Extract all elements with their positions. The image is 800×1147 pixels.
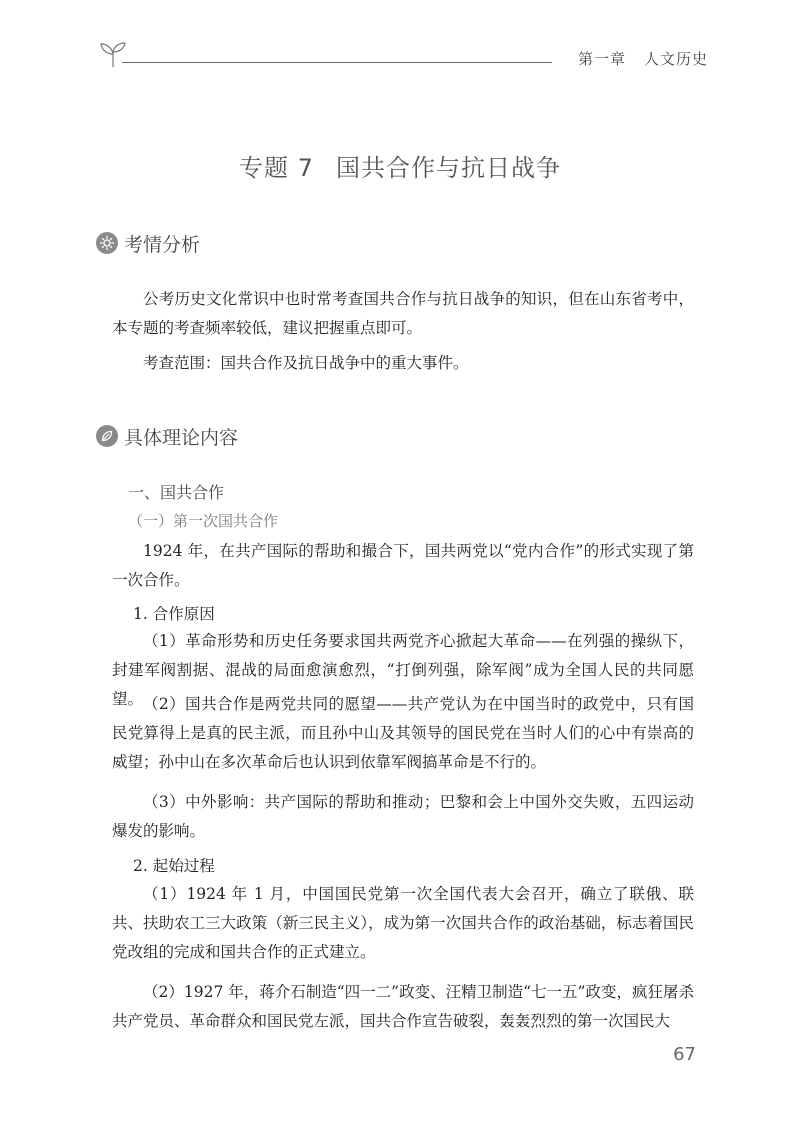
sprout-icon xyxy=(96,40,130,68)
leaf-icon xyxy=(96,425,118,447)
header-rule xyxy=(122,62,552,63)
reason-paragraph-2: （2）国共合作是两党共同的愿望——共产党认为在中国当时的政党中，只有国民党算得上是真的民主派，而且孙中山及其领导的国民党在当时人们的心中有崇高的威望；孙中山在多次革命后也认识到依靠军阀搞革命是不行的。 xyxy=(112,695,694,771)
chapter-number: 第一章 xyxy=(577,50,626,68)
process-paragraph-1: （1）1924 年 1 月，中国国民党第一次全国代表大会召开，确立了联俄、联共、扶助农工三大政策（新三民主义），成为第一次国共合作的政治基础，标志着国民党改组的完成和国共合作的正式建立。 xyxy=(112,885,694,961)
page-number: 67 xyxy=(673,1044,696,1065)
subheading-level1: 一、国共合作 xyxy=(128,483,225,502)
reason-heading: 1. 合作原因 xyxy=(133,605,215,623)
subheading-level2: （一）第一次国共合作 xyxy=(128,512,279,530)
page-title xyxy=(0,148,800,183)
topic-title: 国共合作与抗日战争 xyxy=(335,154,561,182)
chapter-label xyxy=(578,48,708,69)
running-header xyxy=(96,38,708,72)
analysis-paragraph-1: 公考历史文化常识中也时常考查国共合作与抗日战争的知识，但在山东省考中，本专题的考查频率较低，建议把握重点即可。 xyxy=(112,290,694,337)
chapter-name: 人文历史 xyxy=(643,50,708,68)
intro-paragraph: 1924 年，在共产国际的帮助和撮合下，国共两党以“党内合作”的形式实现了第一次合作。 xyxy=(112,542,694,589)
process-paragraph-2: （2）1927 年，蒋介石制造“四一二”政变、汪精卫制造“七一五”政变，疯狂屠杀共产党员、革命群众和国民党左派，国共合作宣告破裂，轰轰烈烈的第一次国民大 xyxy=(112,983,694,1030)
section-heading-analysis xyxy=(96,228,200,258)
section-heading-text: 具体理论内容 xyxy=(124,426,239,449)
process-heading: 2. 起始过程 xyxy=(133,857,215,875)
reason-paragraph-3: （3）中外影响：共产国际的帮助和推动；巴黎和会上中国外交失败，五四运动爆发的影响。 xyxy=(112,793,694,840)
section-heading-theory xyxy=(96,421,238,451)
topic-number: 专题 7 xyxy=(239,154,314,182)
sun-icon xyxy=(96,232,118,254)
reason-paragraph-1: （1）革命形势和历史任务要求国共两党齐心掀起大革命——在列强的操纵下，封建军阀割据、混战的局面愈演愈烈，“打倒列强，除军阀”成为全国人民的共同愿望。 xyxy=(112,632,694,708)
analysis-paragraph-2: 考查范围：国共合作及抗日战争中的重大事件。 xyxy=(143,354,469,372)
section-heading-text: 考情分析 xyxy=(124,233,201,256)
